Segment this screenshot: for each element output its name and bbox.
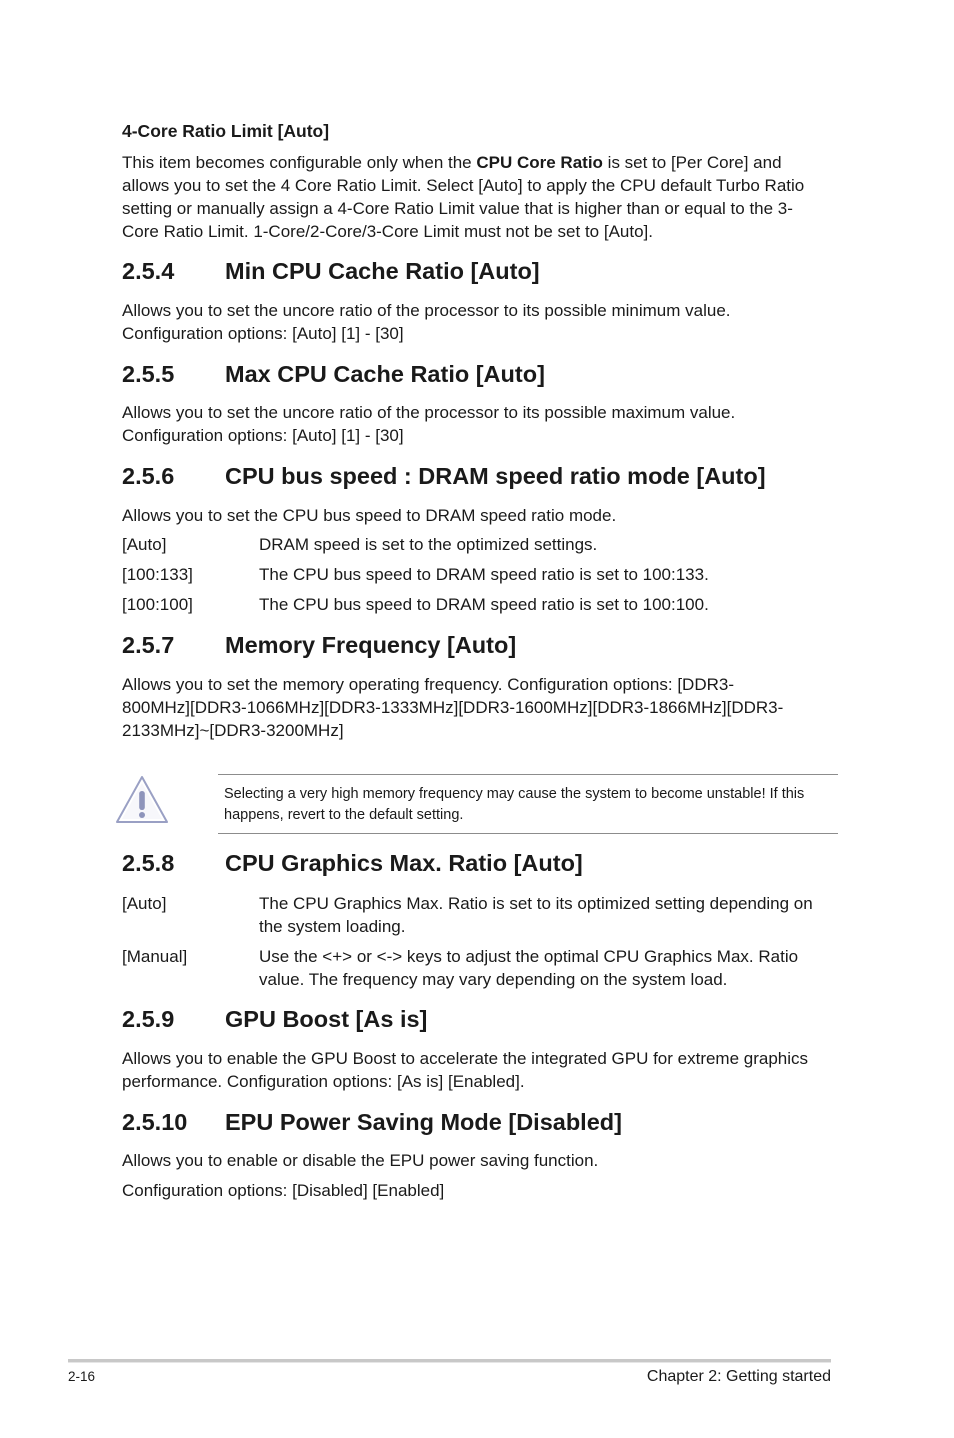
note-line2: happens, revert to the default setting. [224, 807, 464, 823]
option-desc [259, 892, 832, 938]
paragraph-2-5-9-line2: performance. Configuration options: [As is] [Enabled]. [122, 1072, 525, 1091]
chapter-label: Chapter 2: Getting started [646, 1368, 831, 1385]
section-heading-2-5-5 [122, 360, 545, 388]
option-row-auto-graphics [122, 892, 832, 938]
section-number: 2.5.10 [122, 1109, 188, 1135]
paragraph-2-5-10-line1: Allows you to enable or disable the EPU power saving function. [122, 1151, 599, 1170]
section-title: CPU bus speed : DRAM speed ratio mode [Auto] [225, 463, 766, 489]
paragraph-2-5-9-line1: Allows you to enable the GPU Boost to accelerate the integrated GPU for extreme graphics [122, 1049, 809, 1068]
option-key: [100:100] [122, 595, 193, 614]
section-number: 2.5.6 [122, 463, 175, 489]
bold-term-cpu-core-ratio: CPU Core Ratio [476, 153, 603, 172]
option-key: [Manual] [122, 947, 188, 966]
section-number: 2.5.7 [122, 632, 175, 658]
option-desc-line2: the system loading. [259, 917, 406, 936]
section-number: 2.5.9 [122, 1006, 175, 1032]
subsection-title-4core: 4-Core Ratio Limit [Auto] [122, 121, 330, 141]
page-number: 2-16 [68, 1369, 96, 1384]
footer-divider [68, 1359, 831, 1362]
section-heading-2-5-10 [122, 1108, 622, 1136]
warning-icon [114, 774, 170, 826]
note-bottom-divider [218, 833, 838, 834]
option-key: [Auto] [122, 894, 167, 913]
paragraph-text-start: This item becomes configurable only when the [122, 153, 477, 172]
option-key: [Auto] [122, 535, 167, 554]
paragraph-2-5-5-line2: Configuration options: [Auto] [1] - [30] [122, 426, 404, 445]
note-line1: Selecting a very high memory frequency may cause the system to become unstable! If this [224, 786, 805, 802]
section-title: Max CPU Cache Ratio [Auto] [225, 361, 545, 387]
paragraph-2-5-7-line2: 800MHz][DDR3-1066MHz][DDR3-1333MHz][DDR3-1600MHz][DDR3-1866MHz][DDR3- [122, 698, 784, 717]
option-desc: The CPU bus speed to DRAM speed ratio is set to 100:100. [259, 595, 709, 614]
paragraph-2-5-7-line1: Allows you to set the memory operating frequency. Configuration options: [DDR3- [122, 675, 734, 694]
paragraph-2-5-10-line2: Configuration options: [Disabled] [Enabled] [122, 1181, 445, 1200]
paragraph-4core [122, 151, 827, 243]
section-heading-2-5-7 [122, 631, 516, 659]
option-desc-line1: Use the <+> or <-> keys to adjust the optimal CPU Graphics Max. Ratio [259, 947, 799, 966]
option-desc [259, 945, 832, 991]
section-title: GPU Boost [As is] [225, 1006, 428, 1032]
section-number: 2.5.5 [122, 361, 175, 387]
paragraph-2-5-5-line1: Allows you to set the uncore ratio of the processor to its possible maximum value. [122, 403, 736, 422]
section-heading-2-5-6 [122, 462, 766, 490]
section-number: 2.5.4 [122, 258, 175, 284]
section-title: EPU Power Saving Mode [Disabled] [225, 1109, 622, 1135]
option-desc: The CPU bus speed to DRAM speed ratio is set to 100:133. [259, 565, 709, 584]
paragraph-2-5-4-line2: Configuration options: [Auto] [1] - [30] [122, 324, 404, 343]
note-top-divider [218, 774, 838, 775]
option-key: [100:133] [122, 565, 193, 584]
option-desc-line2: value. The frequency may vary depending on the system load. [259, 970, 728, 989]
paragraph-2-5-7-line3: 2133MHz]~[DDR3-3200MHz] [122, 721, 344, 740]
section-heading-2-5-9 [122, 1005, 427, 1033]
section-title: Memory Frequency [Auto] [225, 632, 517, 658]
paragraph-2-5-6-intro: Allows you to set the CPU bus speed to DRAM speed ratio mode. [122, 506, 617, 525]
option-desc-line1: The CPU Graphics Max. Ratio is set to its optimized setting depending on [259, 894, 813, 913]
paragraph-text-end: is set to [Per Core] and allows you to set the 4 Core Ratio Limit. Select [Auto] to apply the CPU default Turbo Ratio setting or manually assign a 4-Core Ratio Limit value that is higher than or equal to the 3-Core Ratio Limit. 1-Core/2-Core/3-Core Limit must not be set to [Auto]. [122, 153, 805, 241]
section-number: 2.5.8 [122, 850, 175, 876]
section-heading-2-5-8 [122, 849, 583, 877]
section-heading-2-5-4 [122, 257, 540, 285]
section-title: Min CPU Cache Ratio [Auto] [225, 258, 540, 284]
option-row-manual-graphics [122, 945, 832, 991]
option-desc: DRAM speed is set to the optimized settings. [259, 535, 598, 554]
section-title: CPU Graphics Max. Ratio [Auto] [225, 850, 583, 876]
paragraph-2-5-4-line1: Allows you to set the uncore ratio of the processor to its possible minimum value. [122, 301, 731, 320]
